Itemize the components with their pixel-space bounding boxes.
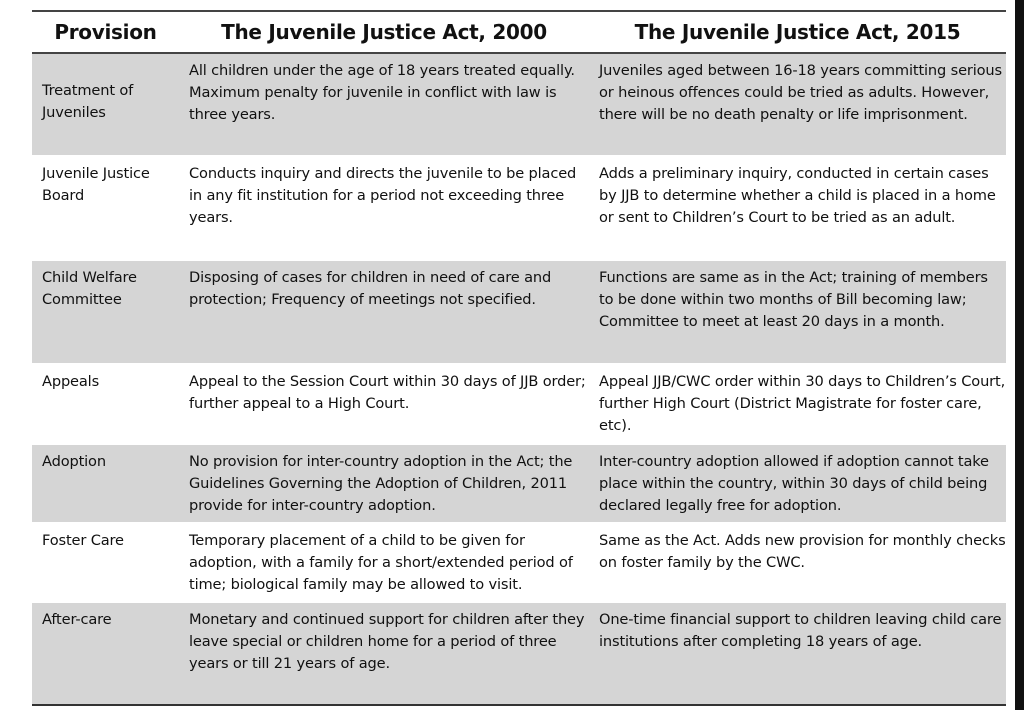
act2015-cell: Functions are same as in the Act; training of members to be done within two months of Bill becoming law; Committee to meet at least 20 days in a month. xyxy=(589,260,1006,364)
act2015-cell: Appeal JJB/CWC order within 30 days to Children’s Court, further High Court (District Magistrate for foster care, etc). xyxy=(589,364,1006,444)
provision-label: Treatment of Juveniles xyxy=(42,82,134,121)
header-act-2015: The Juvenile Justice Act, 2015 xyxy=(589,11,1006,53)
header-provision: Provision xyxy=(32,11,179,53)
table-row xyxy=(32,156,1006,260)
act2000-cell: Disposing of cases for children in need of care and protection; Frequency of meetings not specified. xyxy=(179,260,589,364)
provision-label: Appeals xyxy=(42,373,100,390)
act2015-cell: Juveniles aged between 16-18 years committing serious or heinous offences could be tried as adults. However, there will be no death penalty or life imprisonment. xyxy=(589,53,1006,156)
provision-label: Adoption xyxy=(42,453,106,470)
act2000-cell: All children under the age of 18 years treated equally. Maximum penalty for juvenile in conflict with law is three years. xyxy=(179,53,589,156)
provision-cell xyxy=(32,260,179,364)
act2000-cell: Monetary and continued support for children after they leave special or children home for a period of three years or till 21 years of age. xyxy=(179,602,589,705)
table-row xyxy=(32,523,1006,602)
act2015-cell: Adds a preliminary inquiry, conducted in certain cases by JJB to determine whether a child is placed in a home or sent to Children’s Court to be tried as an adult. xyxy=(589,156,1006,260)
table-header xyxy=(32,11,1006,53)
comparison-table xyxy=(32,10,1006,706)
table-row xyxy=(32,364,1006,444)
provision-label: Child Welfare Committee xyxy=(42,269,137,308)
provision-cell xyxy=(32,156,179,260)
provision-cell xyxy=(32,444,179,523)
act2000-cell: Temporary placement of a child to be given for adoption, with a family for a short/extended period of time; biological family may be allowed to visit. xyxy=(179,523,589,602)
provision-label: Foster Care xyxy=(42,532,124,549)
provision-cell xyxy=(32,523,179,602)
provision-cell xyxy=(32,364,179,444)
provision-label: After-care xyxy=(42,611,112,628)
act2015-cell: Inter-country adoption allowed if adoption cannot take place within the country, within 30 days of child being declared legally free for adoption. xyxy=(589,444,1006,523)
act2000-cell: Appeal to the Session Court within 30 days of JJB order; further appeal to a High Court. xyxy=(179,364,589,444)
provision-label: Juvenile Justice Board xyxy=(42,165,150,204)
act2015-cell: One-time financial support to children leaving child care institutions after completing 18 years of age. xyxy=(589,602,1006,705)
act2000-cell: No provision for inter-country adoption in the Act; the Guidelines Governing the Adoption of Children, 2011 provide for inter-country adoption. xyxy=(179,444,589,523)
table-body xyxy=(32,53,1006,705)
act2015-cell: Same as the Act. Adds new provision for monthly checks on foster family by the CWC. xyxy=(589,523,1006,602)
provision-cell xyxy=(32,602,179,705)
table-row xyxy=(32,260,1006,364)
provision-cell xyxy=(32,53,179,156)
table-row xyxy=(32,53,1006,156)
table-row xyxy=(32,602,1006,705)
header-act-2000: The Juvenile Justice Act, 2000 xyxy=(179,11,589,53)
right-edge-bar xyxy=(1015,0,1024,710)
table-row xyxy=(32,444,1006,523)
act2000-cell: Conducts inquiry and directs the juvenile to be placed in any fit institution for a period not exceeding three years. xyxy=(179,156,589,260)
header-row xyxy=(32,11,1006,53)
